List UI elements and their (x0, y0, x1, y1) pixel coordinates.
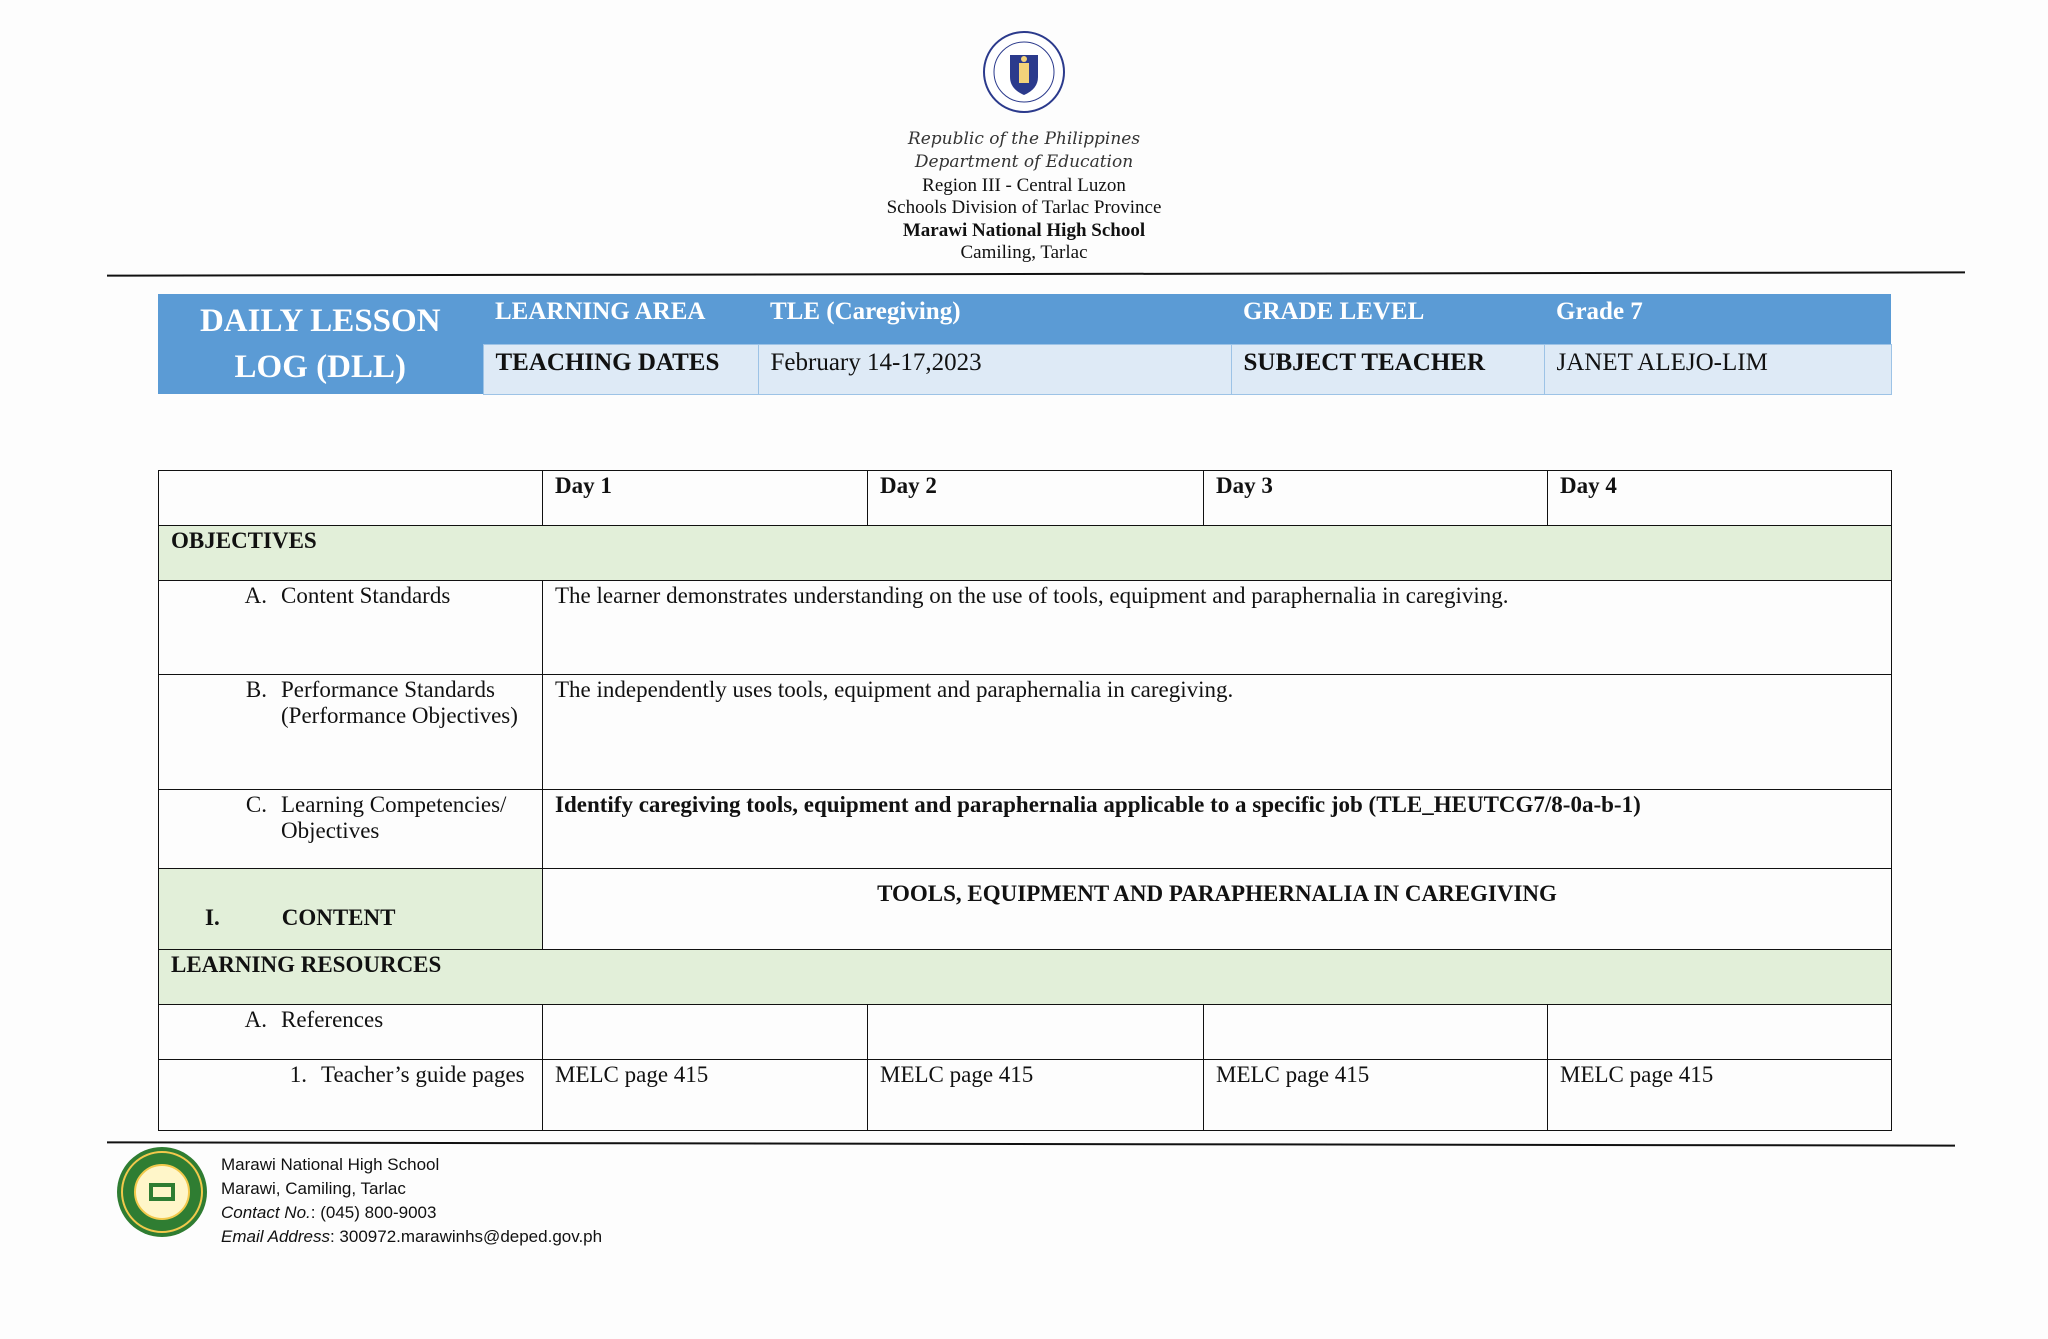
section-marker: I. (205, 905, 220, 930)
deped-seal-logo (983, 31, 1065, 113)
objectives-section: OBJECTIVES (159, 526, 1892, 581)
dll-title: DAILY LESSON LOG (DLL) (158, 294, 483, 394)
school-seal-logo (115, 1145, 209, 1239)
references-cell (159, 1005, 543, 1060)
teaching-dates-value: February 14-17,2023 (758, 344, 1231, 394)
references-day-3 (1204, 1005, 1548, 1060)
subject-teacher-label: SUBJECT TEACHER (1231, 344, 1544, 394)
footer-email (221, 1225, 602, 1249)
teachers-guide-day-2: MELC page 415 (868, 1060, 1204, 1131)
dll-header-table (158, 294, 1892, 395)
table-row (159, 1060, 1892, 1131)
grade-level-label: GRADE LEVEL (1231, 294, 1544, 344)
content-standards-value: The learner demonstrates understanding on the use of tools, equipment and paraphernalia in caregiving. (543, 581, 1892, 675)
header-location: Camiling, Tarlac (960, 242, 1088, 263)
list-marker: 1. (289, 1062, 307, 1087)
table-row (159, 471, 1892, 526)
learning-area-value: TLE (Caregiving) (758, 294, 1231, 344)
competencies-cell (159, 790, 543, 869)
content-value: TOOLS, EQUIPMENT AND PARAPHERNALIA IN CAREGIVING (543, 869, 1892, 950)
list-marker: A. (244, 1007, 267, 1032)
references-label: References (281, 1007, 384, 1032)
table-row (159, 526, 1892, 581)
competencies-value: Identify caregiving tools, equipment and paraphernalia applicable to a specific job (TLE_HEUTCG7/8-0a-b-1) (543, 790, 1892, 869)
day-4-header: Day 4 (1548, 471, 1892, 526)
table-row (159, 950, 1892, 1005)
list-marker: A. (244, 583, 267, 608)
footer-contact (221, 1201, 602, 1225)
day-2-header: Day 2 (868, 471, 1204, 526)
header-department: Department of Education (914, 152, 1134, 172)
performance-standards-cell (159, 675, 543, 790)
table-row (159, 581, 1892, 675)
empty-header-cell (159, 471, 543, 526)
learning-resources-section: LEARNING RESOURCES (159, 950, 1892, 1005)
header-rule (107, 271, 1965, 276)
footer-rule (107, 1141, 1955, 1146)
header-school: Marawi National High School (902, 220, 1146, 241)
table-row (159, 1005, 1892, 1060)
day-3-header: Day 3 (1204, 471, 1548, 526)
teachers-guide-label: Teacher’s guide pages (321, 1062, 525, 1087)
table-row (159, 675, 1892, 790)
competencies-label: Learning Competencies/ Objectives (281, 792, 507, 843)
table-row (159, 869, 1892, 950)
content-label: CONTENT (281, 905, 396, 930)
header-region: Region III - Central Luzon (922, 175, 1126, 196)
content-standards-cell (159, 581, 543, 675)
teachers-guide-day-1: MELC page 415 (543, 1060, 868, 1131)
learning-area-label: LEARNING AREA (483, 294, 758, 344)
email-value[interactable]: : 300972.marawinhs@deped.gov.ph (329, 1227, 603, 1246)
footer-address: Marawi, Camiling, Tarlac (221, 1179, 406, 1198)
performance-standards-label: Performance Standards (Performance Objectives) (281, 677, 518, 728)
footer-school: Marawi National High School (221, 1155, 440, 1174)
contact-label: Contact No. (221, 1203, 311, 1222)
list-marker: B. (245, 677, 267, 702)
content-standards-label: Content Standards (281, 583, 451, 608)
teachers-guide-cell (159, 1060, 543, 1131)
references-day-4 (1548, 1005, 1892, 1060)
references-day-1 (543, 1005, 868, 1060)
day-1-header: Day 1 (543, 471, 868, 526)
grade-level-value: Grade 7 (1544, 294, 1891, 344)
teaching-dates-label: TEACHING DATES (483, 344, 758, 394)
contact-value: : (045) 800-9003 (310, 1203, 437, 1222)
footer-contact-block (221, 1153, 602, 1249)
header-division: Schools Division of Tarlac Province (886, 197, 1162, 218)
references-day-2 (868, 1005, 1204, 1060)
performance-standards-value: The independently uses tools, equipment and paraphernalia in caregiving. (543, 675, 1892, 790)
content-cell (159, 869, 543, 950)
teachers-guide-day-4: MELC page 415 (1548, 1060, 1892, 1131)
table-row (159, 790, 1892, 869)
teachers-guide-day-3: MELC page 415 (1204, 1060, 1548, 1131)
lesson-table (158, 470, 1892, 1131)
email-label: Email Address (221, 1227, 330, 1246)
header-republic: Republic of the Philippines (907, 129, 1141, 149)
subject-teacher-value: JANET ALEJO-LIM (1544, 344, 1891, 394)
list-marker: C. (245, 792, 267, 817)
